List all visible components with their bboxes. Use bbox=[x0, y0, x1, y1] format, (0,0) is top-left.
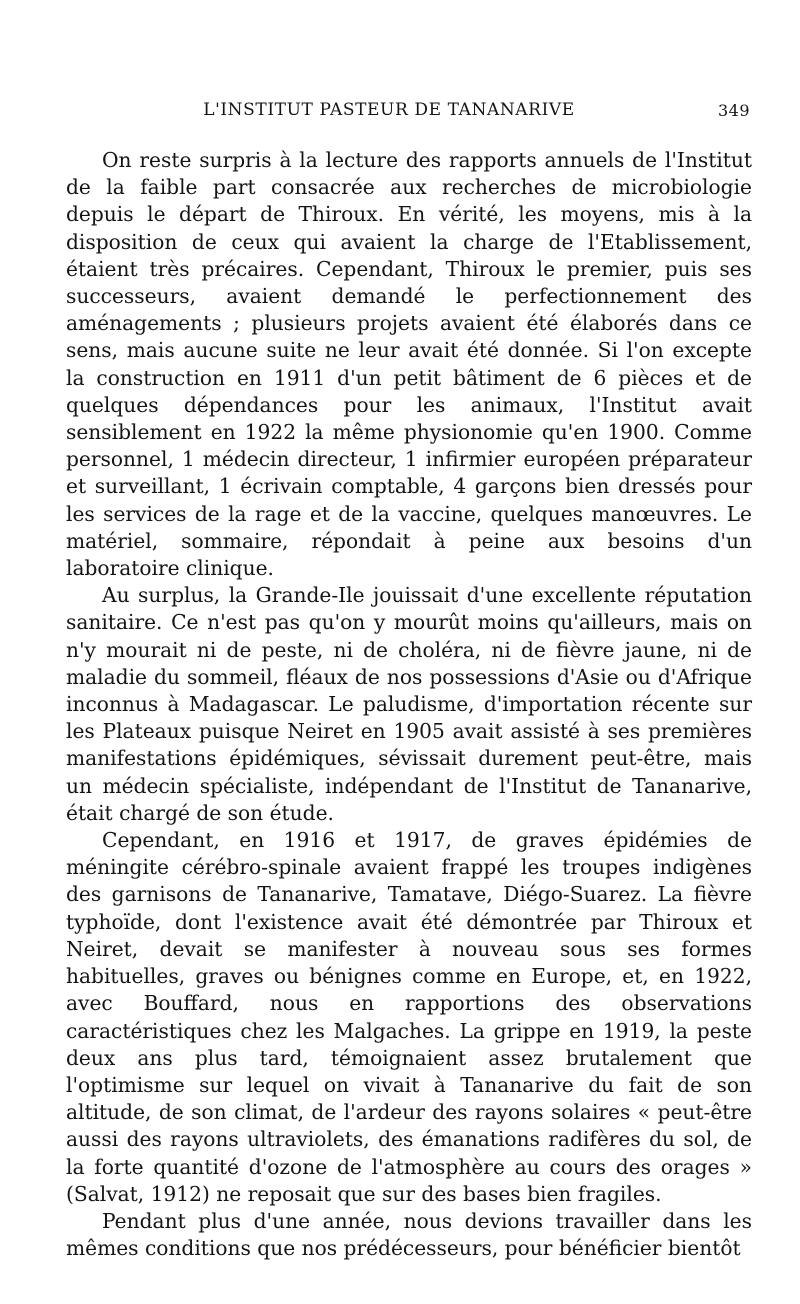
page-number: 349 bbox=[717, 101, 750, 120]
paragraph: On reste surpris à la lecture des rapports annuels de l'Institut de la faible part consacrée aux recherches de microbiologie depuis le départ de Thiroux. En vérité, les moyens, mis à la disposition de ceux qui avaient la charge de l'Etablissement, étaient très précaires. Cependant, Thiroux le premier, puis ses successeurs, avaient demandé le perfectionnement des aménagements ; plusieurs projets avaient été élaborés dans ce sens, mais aucune suite ne leur avait été donnée. Si l'on excepte la construction en 1911 d'un petit bâtiment de 6 pièces et de quelques dépendances pour les animaux, l'Institut avait sensiblement en 1922 la même physionomie qu'en 1900. Comme personnel, 1 médecin directeur, 1 infirmier européen préparateur et surveillant, 1 écrivain comptable, 4 garçons bien dressés pour les services de la rage et de la vaccine, quelques manœuvres. Le matériel, sommaire, répondait à peine aux besoins d'un laboratoire clinique. bbox=[66, 148, 752, 581]
paragraph: Au surplus, la Grande-Ile jouissait d'une excellente réputation sanitaire. Ce n'est pas qu'on y mourût moins qu'ailleurs, mais on n'y mourait ni de peste, ni de choléra, ni de fièvre jaune, ni de maladie du sommeil, fléaux de nos possessions d'Asie ou d'Afrique inconnus à Madagascar. Le paludisme, d'importation récente sur les Plateaux puisque Neiret en 1905 avait assisté à ses premières manifestations épidémiques, sévissait durement peut-être, mais un médecin spécialiste, indépendant de l'Institut de Tananarive, était chargé de son étude. bbox=[66, 583, 752, 825]
running-title: L'INSTITUT PASTEUR DE TANANARIVE bbox=[203, 100, 575, 120]
running-head bbox=[66, 100, 752, 130]
body-text bbox=[66, 147, 752, 1262]
book-page bbox=[66, 0, 752, 1304]
paragraph: Cependant, en 1916 et 1917, de graves épidémies de méningite cérébro-spinale avaient frappé les troupes indigènes des garnisons de Tananarive, Tamatave, Diégo-Suarez. La fièvre typhoïde, dont l'existence avait été démontrée par Thiroux et Neiret, devait se manifester à nouveau sous ses formes habituelles, graves ou bénignes comme en Europe, et, en 1922, avec Bouffard, nous en rapportions des observations caractéristiques chez les Malgaches. La grippe en 1919, la peste deux ans plus tard, témoignaient assez brutalement que l'optimisme sur lequel on vivait à Tananarive du fait de son altitude, de son climat, de l'ardeur des rayons solaires « peut-être aussi des rayons ultraviolets, des émanations radifères du sol, de la forte quantité d'ozone de l'atmosphère au cours des orages » (Salvat, 1912) ne reposait que sur des bases bien fragiles. bbox=[66, 828, 752, 1206]
paragraph: Pendant plus d'une année, nous devions travailler dans les mêmes conditions que nos prédécesseurs, pour bénéficier bientôt bbox=[66, 1208, 752, 1261]
